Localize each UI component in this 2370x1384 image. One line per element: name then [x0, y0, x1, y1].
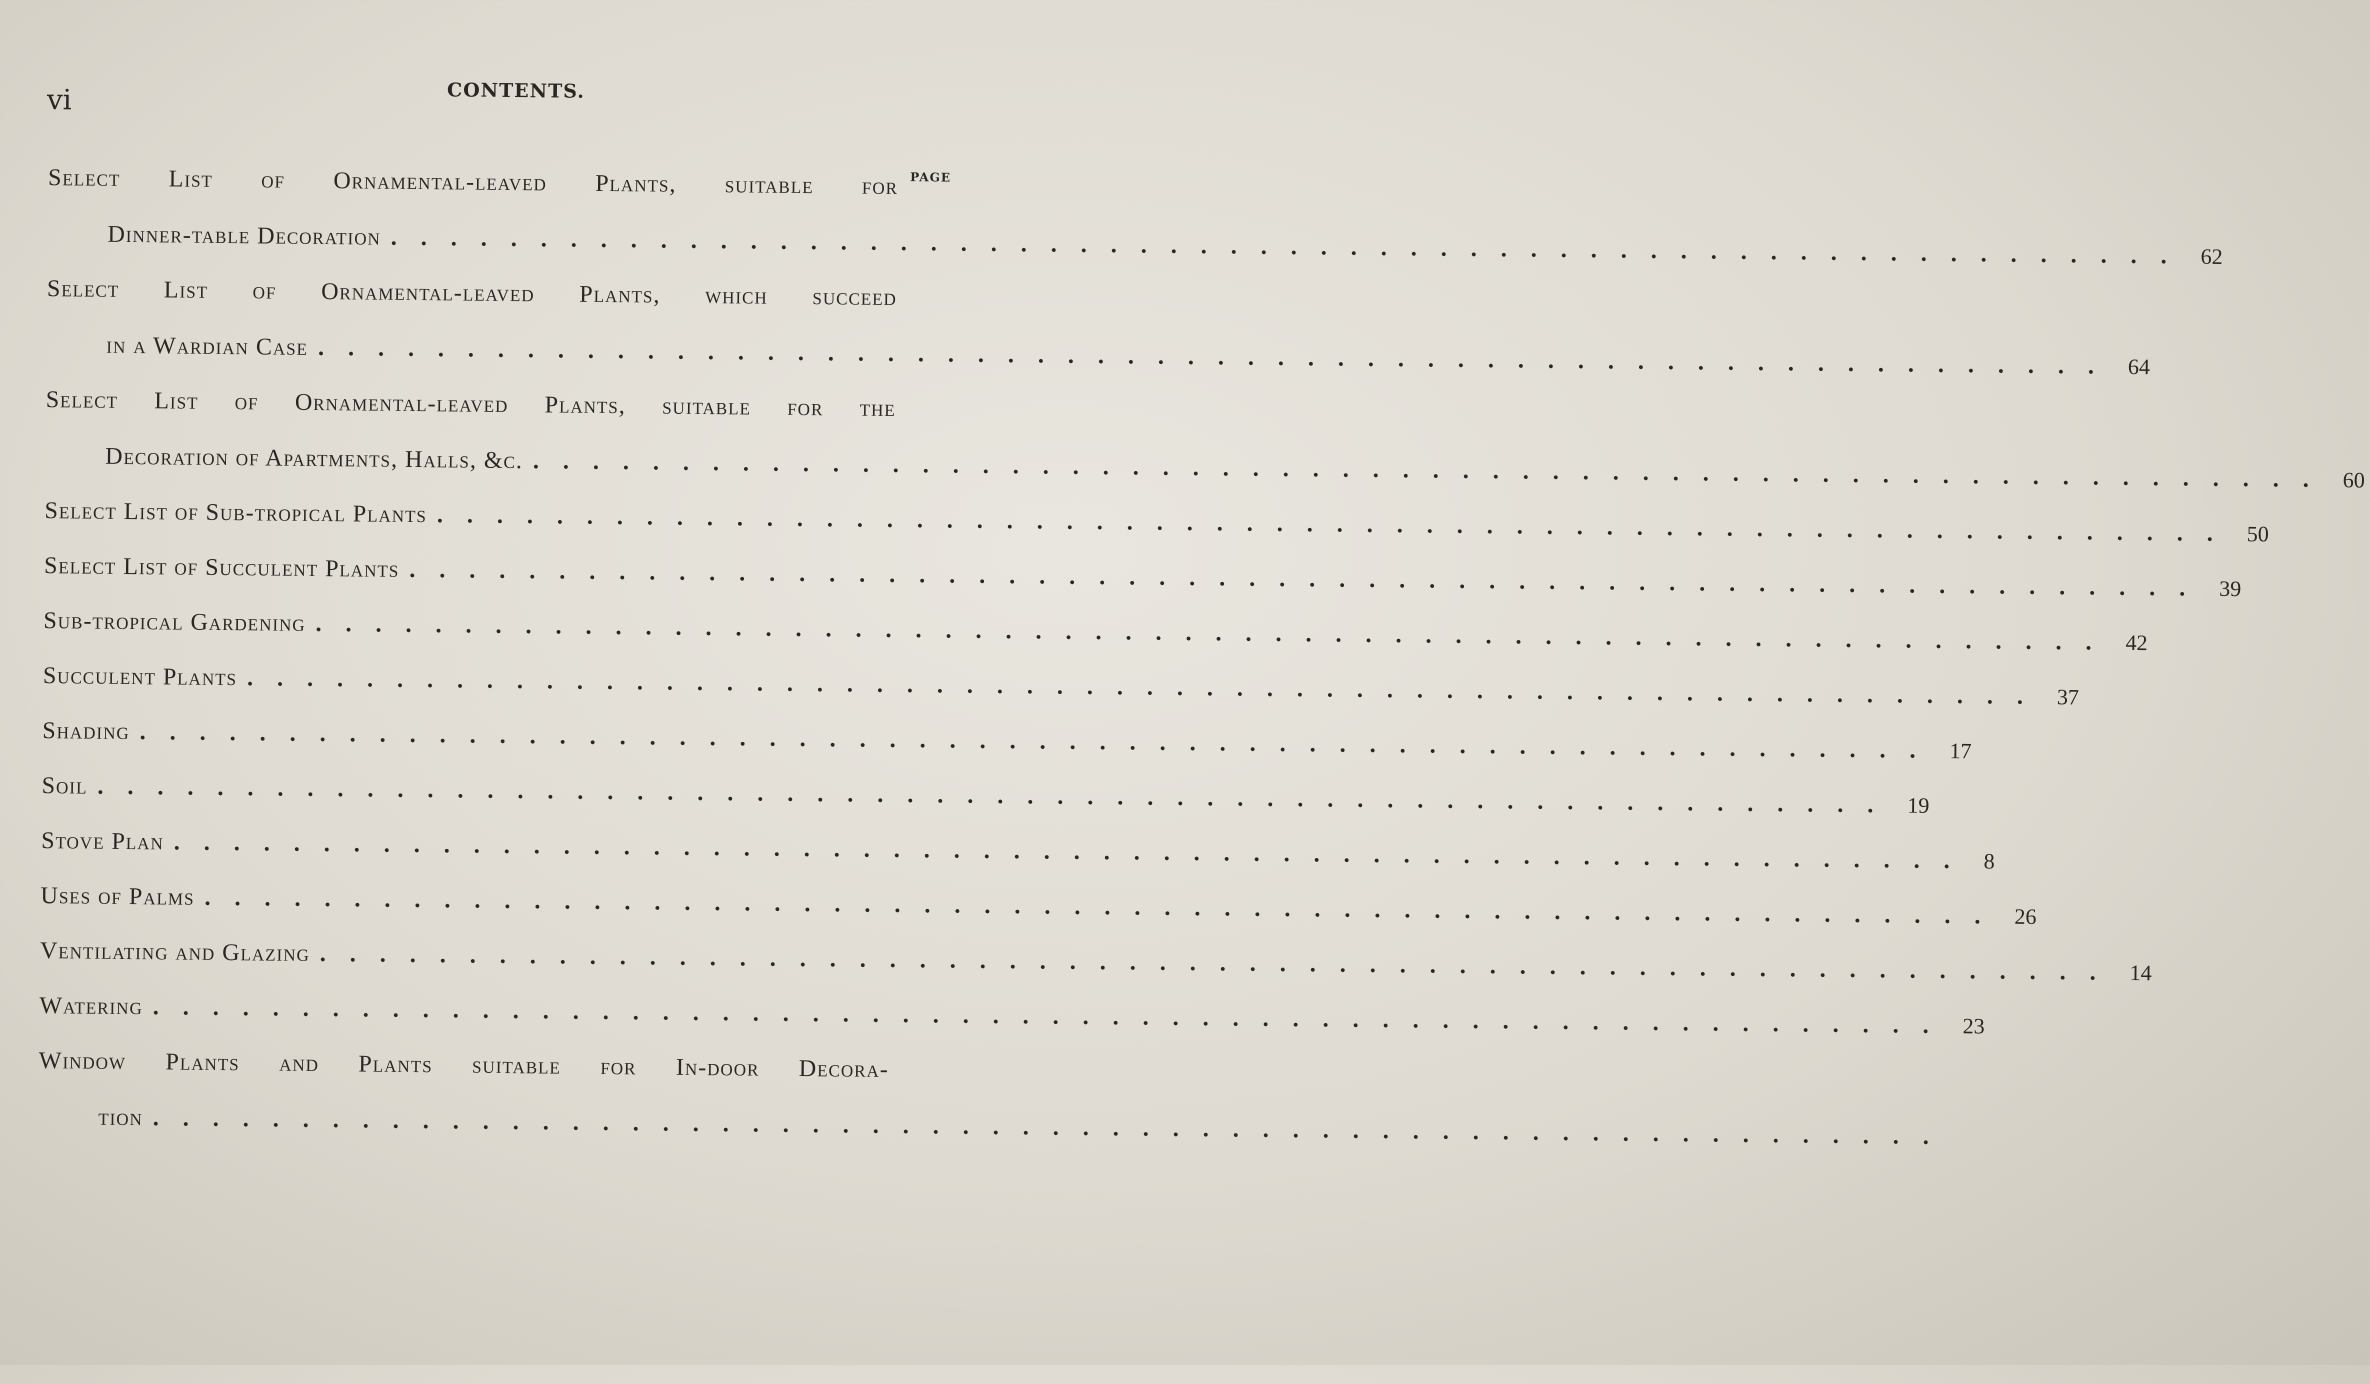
- dot-leader: ............................................................: [246, 665, 2048, 711]
- entry-title: Select List of Ornamental-leaved Plants, suitable for the: [45, 387, 896, 423]
- toc-entry: [46, 276, 2151, 398]
- toc-entry: [38, 1048, 1953, 1170]
- page-column-label: PAGE: [910, 170, 952, 185]
- page-number: 42: [2125, 629, 2148, 656]
- entry-title: Succulent Plants: [42, 663, 238, 692]
- dot-leader: ............................................................: [409, 556, 2210, 602]
- page-number: 62: [2200, 243, 2223, 269]
- page-number: 14: [2129, 959, 2152, 986]
- entry-title: Select List of Sub-tropical Plants: [44, 498, 428, 529]
- dot-leader: ............................................................: [173, 829, 1974, 875]
- page-number: 19: [1907, 792, 1930, 818]
- entry-title: Sub-tropical Gardening: [43, 608, 306, 637]
- dot-leader: ............................................................: [390, 224, 2191, 270]
- dot-leader: ............................................................: [97, 773, 1898, 819]
- page-number: 23: [1962, 1013, 1985, 1039]
- dot-leader: ............................................................: [152, 994, 1953, 1040]
- page-number: 60: [2342, 467, 2365, 493]
- toc-entry: [47, 165, 2223, 287]
- page-number: 64: [2127, 353, 2151, 380]
- entry-title: tion: [98, 1104, 144, 1132]
- entry-title: Select List of Ornamental-leaved Plants, suitable for: [47, 165, 899, 201]
- page-number: 17: [1949, 738, 1972, 764]
- entry-title: Dinner-table Decoration: [107, 221, 381, 251]
- entry-title: Uses of Palms: [40, 883, 195, 911]
- page-number: 26: [2014, 903, 2037, 930]
- entry-title: Ventilating and Glazing: [39, 938, 310, 967]
- page-number: 37: [2056, 684, 2080, 710]
- dot-leader: ............................................................: [532, 448, 2333, 494]
- dot-leader: ............................................................: [436, 502, 2237, 548]
- entry-title: Window Plants and Plants suitable for In-door Decora-: [38, 1048, 889, 1084]
- dot-leader: ............................................................: [319, 941, 2120, 986]
- entry-title: Shading: [42, 718, 130, 746]
- entry-title: in a Wardian Case: [106, 332, 309, 361]
- toc-entry: [45, 387, 2365, 509]
- page-number: 39: [2219, 575, 2242, 602]
- page-number: 50: [2246, 521, 2269, 547]
- entry-title: Select List of Ornamental-leaved Plants, which succeed: [46, 276, 898, 312]
- entry-title: Stove Plan: [41, 828, 164, 856]
- entry-title: Watering: [39, 993, 143, 1021]
- dot-leader: ............................................................: [139, 719, 1940, 764]
- dot-leader: ............................................................: [204, 884, 2005, 930]
- running-head: CONTENTS.: [446, 79, 585, 103]
- entry-title: Soil: [41, 773, 88, 800]
- dot-leader: ............................................................: [152, 1105, 1953, 1151]
- entry-title: Select List of Succulent Plants: [43, 553, 400, 583]
- dot-leader: ............................................................: [317, 334, 2119, 380]
- entry-title: Decoration of Apartments, Halls, &c.: [105, 443, 524, 475]
- page-number: 8: [1983, 848, 1995, 874]
- page-folio: vi: [46, 83, 72, 117]
- dot-leader: ............................................................: [315, 610, 2116, 656]
